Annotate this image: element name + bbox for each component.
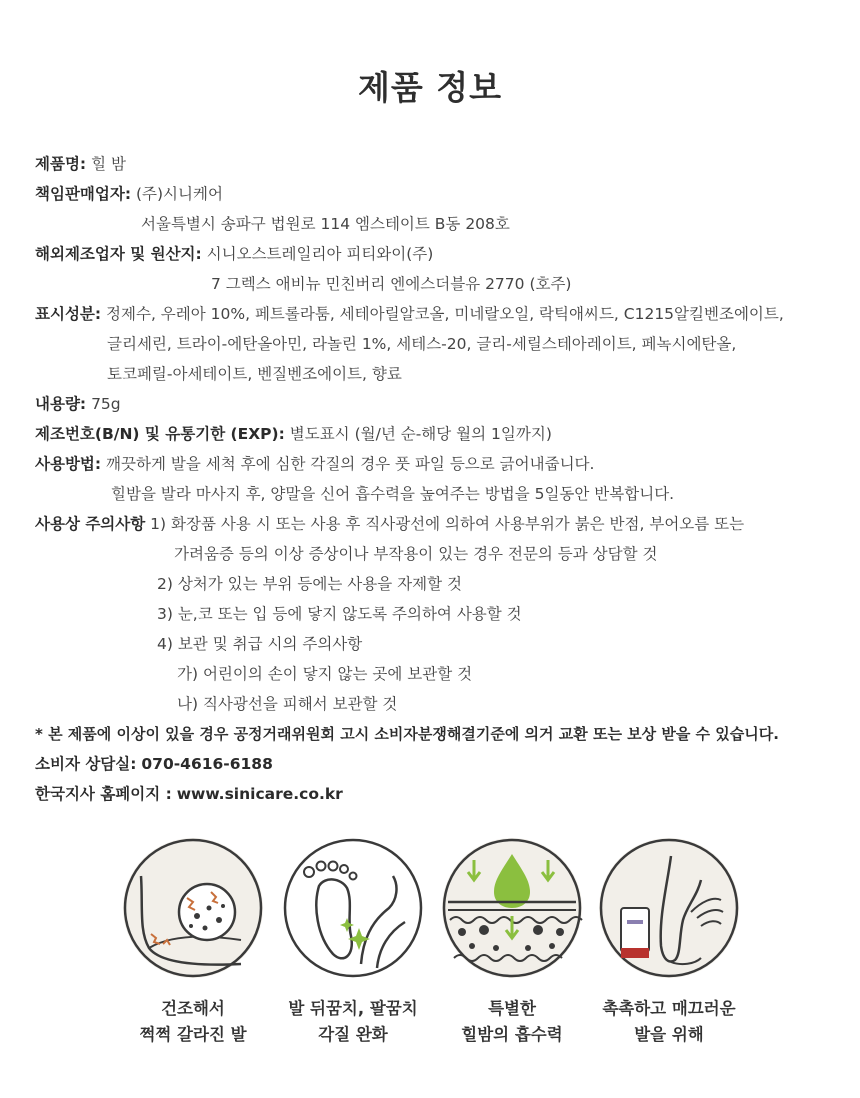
caution-2: 2) 상처가 있는 부위 등에는 사용을 자제할 것 — [157, 575, 462, 593]
manufacturer-value: 시니오스트레일리아 피티와이(주) — [206, 245, 434, 263]
cautions-label: 사용상 주의사항 — [35, 515, 146, 533]
notice-text: * 본 제품에 이상이 있을 경우 공정거래위원회 고시 소비자분쟁해결기준에 의거 교환 또는 보상 받을 수 있습니다. — [35, 725, 779, 743]
homepage-row — [35, 784, 343, 804]
product-name-label: 제품명: — [35, 155, 87, 173]
feature-caption-3-line2: 힐밤의 흡수력 — [461, 1025, 563, 1044]
manufacturer-address: 7 그렉스 애비뉴 민친버리 엔에스더블유 2770 (호주) — [211, 275, 572, 293]
lot-value: 별도표시 (월/년 순-해당 월의 1일까지) — [289, 425, 552, 443]
feature-caption-2-line1: 발 뒤꿈치, 팔꿈치 — [288, 999, 418, 1018]
caution-1a: 1) 화장품 사용 시 또는 사용 후 직사광선에 의하여 사용부위가 붉은 반점, 부어오름 또는 — [150, 515, 745, 533]
feature-caption-1-line1: 건조해서 — [161, 999, 225, 1018]
usage-line2: 힐밤을 발라 마사지 후, 양말을 신어 흡수력을 높여주는 방법을 5일동안 반복합니다. — [111, 485, 675, 503]
ingredients-line1: 정제수, 우레아 10%, 페트롤라툼, 세테아릴알코올, 미네랄오일, 락틱애씨드, C1215알킬벤조에이트, — [106, 305, 784, 323]
ingredients-row — [35, 304, 784, 324]
distributor-address: 서울특별시 송파구 법원로 114 엠스테이트 B동 208호 — [141, 215, 510, 233]
cracked-heel-icon — [121, 836, 265, 980]
ingredients-label: 표시성분: — [35, 305, 102, 323]
cautions-row — [35, 514, 744, 534]
volume-value: 75g — [91, 395, 121, 413]
feature-caption-4-line1: 촉촉하고 매끄러운 — [602, 999, 736, 1018]
feature-caption-4 — [574, 996, 764, 1048]
ingredients-line3: 토코페릴-아세테이트, 벤질벤조에이트, 향료 — [107, 365, 402, 383]
volume-row — [35, 394, 121, 414]
caution-1b: 가려움증 등의 이상 증상이나 부작용이 있는 경우 전문의 등과 상담할 것 — [174, 545, 658, 563]
lot-row — [35, 424, 552, 444]
usage-label: 사용방법: — [35, 455, 102, 473]
product-name-row — [35, 154, 126, 174]
caution-3: 3) 눈,코 또는 입 등에 닿지 않도록 주의하여 사용할 것 — [157, 605, 522, 623]
distributor-label: 책임판매업자: — [35, 185, 132, 203]
absorption-icon — [440, 836, 584, 980]
ingredients-line2: 글리세린, 트라이-에탄올아민, 라놀린 1%, 세테스-20, 글리-세릴스테아레이트, 페녹시에탄올, — [107, 335, 737, 353]
feature-caption-1-line2: 쩍쩍 갈라진 발 — [139, 1025, 247, 1044]
homepage-value: www.sinicare.co.kr — [176, 785, 343, 803]
smooth-foot-icon — [597, 836, 741, 980]
feature-caption-3-line1: 특별한 — [488, 999, 536, 1018]
caution-4b: 나) 직사광선을 피해서 보관할 것 — [177, 695, 398, 713]
foot-elbow-icon — [281, 836, 425, 980]
feature-caption-2-line2: 각질 완화 — [318, 1025, 388, 1044]
contact-value: 070-4616-6188 — [141, 755, 273, 773]
contact-row — [35, 754, 273, 774]
usage-row — [35, 454, 594, 474]
distributor-value: (주)시니케어 — [135, 185, 223, 203]
usage-line1: 깨끗하게 발을 세척 후에 심한 각질의 경우 풋 파일 등으로 긁어내줍니다. — [106, 455, 595, 473]
lot-label: 제조번호(B/N) 및 유통기한 (EXP): — [35, 425, 285, 443]
caution-4a: 가) 어린이의 손이 닿지 않는 곳에 보관할 것 — [177, 665, 473, 683]
homepage-label: 한국지사 홈페이지 : — [35, 785, 172, 803]
feature-icons — [0, 836, 860, 986]
volume-label: 내용량: — [35, 395, 87, 413]
feature-caption-4-line2: 발을 위해 — [634, 1025, 704, 1044]
manufacturer-row — [35, 244, 433, 264]
distributor-row — [35, 184, 223, 204]
caution-4: 4) 보관 및 취급 시의 주의사항 — [157, 635, 363, 653]
manufacturer-label: 해외제조업자 및 원산지: — [35, 245, 202, 263]
product-name-value: 힐 밤 — [91, 155, 126, 173]
contact-label: 소비자 상담실: — [35, 755, 137, 773]
page-title: 제품 정보 — [357, 68, 502, 107]
